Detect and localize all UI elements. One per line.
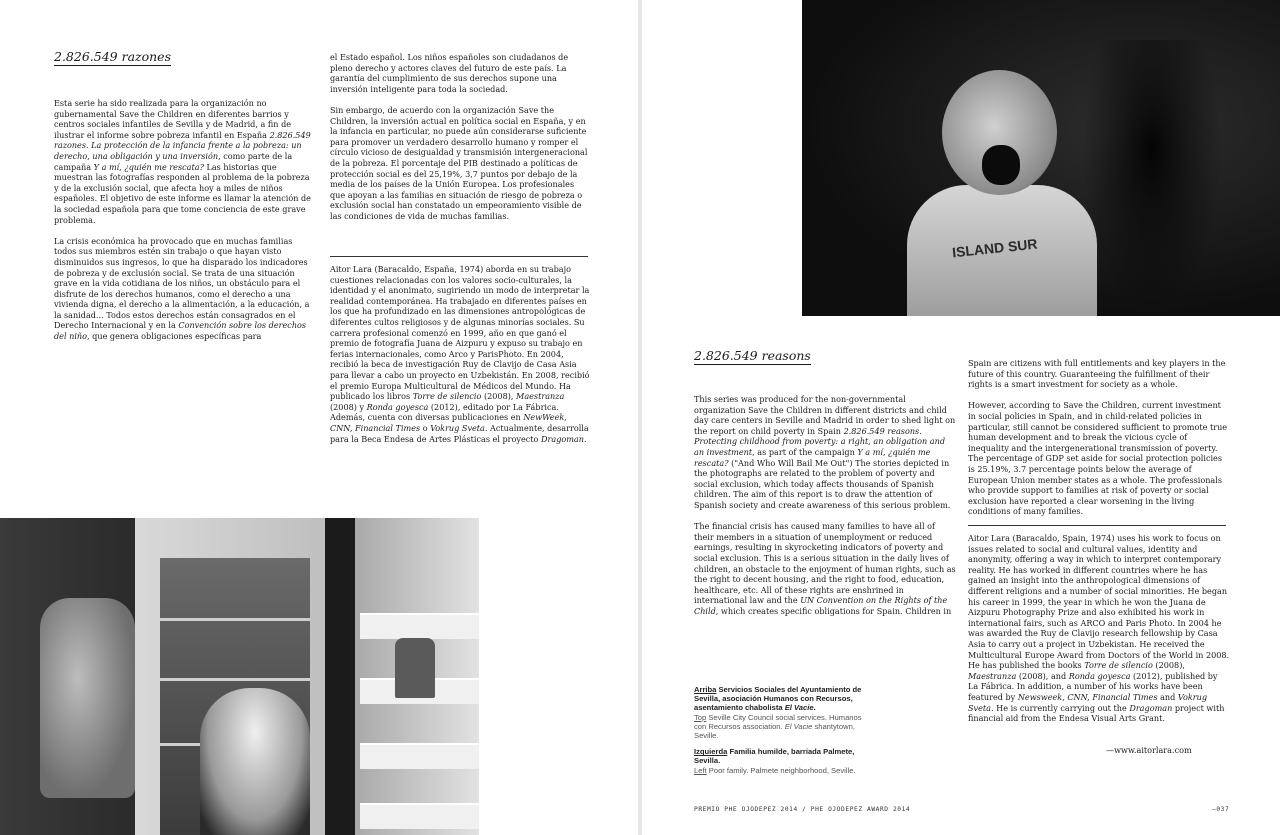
column-es-1 — [54, 98, 314, 342]
paragraph-es-rights: el Estado español. Los niños españoles son ciudadanos de pleno derecho y actores claves del futuro de este país. La garantía del cumplimiento de sus derechos supone una inversión inteligente para toda la sociedad. — [330, 52, 569, 94]
right-page — [642, 0, 1280, 835]
footer-award: PREMIO PHE OJODEPEZ 2014 / PHE OJODEPEZ AWARD 2014 — [694, 806, 911, 813]
paragraph-en-bio: Aitor Lara (Baracaldo, Spain, 1974) uses his work to focus on issues related to social and cultural values, identity and anonymity, offering a way in which to interpret contemporary reality. He has worked in different countries where he has gained an insight into the anthropological dimensions of different religions and a number of social minorities. He began his career in 1999, the year in which he won the Juana de Aizpuru Photography Prize and also exhibited his work in international fairs, such as ARCO and Paris Photo. In 2004 he was awarded the Ruy de Clavijo research fellowship by Casa Asia to carry out a project in Uzbekistan. He received the Multicultural Europe Award from Doctors of the World in 2008. He has published the books Torre de silencio (2008), Maestranza (2008), and Ronda goyesca (2012), published by La Fábrica. In addition, a number of his works have been featured by Newsweek, CNN, Financial Times and Vokrug Sveta. He is currently carrying out the Dragoman project with financial aid from the Endesa Visual Arts Grant. — [968, 533, 1230, 724]
paragraph-en-crisis: The financial crisis has caused many families to have all of their members in a situation of unemployment or reduced earnings, resulting in skyrocketing indicators of poverty and social exclusion. This is a serious situation in the daily lives of children, an obstacle to the enjoyment of human rights, such as the right to decent housing, and the right to food, education, healthcare, etc. All of these rights are enshrined in international law and the UN Convention on the Rights of the Child, which creates specific obligations for Spain. Children in — [694, 521, 956, 616]
heading-es: 2.826.549 razones — [54, 49, 171, 64]
bio-en — [968, 533, 1230, 724]
paragraph-es-crisis: La crisis económica ha provocado que en muchas familias todos sus miembros estén sin trabajo o que hayan visto disminuidos sus ingresos, lo que ha disparado los indicadores de pobreza y de exclusión social. Se trata de una situación grave en la vida cotidiana de los niños, un obstáculo para el disfrute de los derechos humanos, como el derecho a una vivienda digna, el derecho a la alimentación, a la educación, a la sanidad... Todos estos derechos están consagrados en el Derecho Internacional y en la Convención sobre los derechos del niño, que genera obligaciones específicas para — [54, 235, 310, 342]
column-en-1 — [694, 394, 956, 616]
left-page — [0, 0, 638, 835]
bio-divider-es — [330, 256, 588, 257]
caption-top: Arriba Servicios Sociales del Ayuntamiento de Sevilla, asociación Humanos con Recursos, asentamiento chabolista El Vacie. Top Seville City Council social services. Humanos con Recursos association. El Vacie shantytown, Seville. — [694, 685, 862, 741]
website-link[interactable]: —www.aitorlara.com — [1106, 745, 1192, 755]
caption-left: Izquierda Familia humilde, barriada Palmete, Sevilla. Left Poor family. Palmete neighborhood, Seville. — [694, 747, 856, 775]
column-en-2 — [968, 358, 1230, 517]
photo-fridge-child — [0, 518, 479, 835]
paragraph-en-intro: This series was produced for the non-governmental organization Save the Children in different districts and child day care centers in Seville and Madrid in order to shed light on the report on child poverty in Spain 2.826.549 reasons. Protecting childhood from poverty: a right, an obligation and an investment, as part of the campaign Y a mí, ¿quién me rescata? ("And Who Will Bail Me Out") The stories depicted in the photographs are related to the problem of poverty and social exclusion, which today affects thousands of Spanish children. The aim of this report is to draw the attention of Spanish society and create awareness of this serious problem. — [694, 394, 956, 510]
bio-divider-en — [968, 525, 1226, 526]
photo-boy-screaming — [802, 0, 1280, 316]
paragraph-en-rights: Spain are citizens with full entitlements and key players in the future of this country. Guaranteeing the fulfillment of their rights is a smart investment for society as a whole. — [968, 358, 1226, 390]
heading-en: 2.826.549 reasons — [694, 348, 811, 363]
paragraph-es-bio: Aitor Lara (Baracaldo, España, 1974) aborda en su trabajo cuestiones relacionadas con los valores socio-culturales, la identidad y el anonimato, sugiriendo un modo de interpretar la realidad contemporánea. Ha trabajado en diferentes países en los que ha profundizado en las dimensiones antropológicas de diferentes cultos religiosos y de algunas minorías sociales. Su carrera profesional comenzó en 1999, año en que ganó el premio de fotografía Juana de Aizpuru y expuso su trabajo en ferias internacionales, como Arco y ParisPhoto. En 2004, recibió la beca de investigación Ruy de Clavijo de Casa Asia para llevar a cabo un proyecto en Uzbekistán. En 2008, recibió el premio Europa Multicultural de Médicos del Mundo. Ha publicado los libros Torre de silencio (2008), Maestranza (2008) y Ronda goyesca (2012), editado por La Fábrica. Además, cuenta con diversas publicaciones en NewWeek, CNN, Financial Times o Vokrug Sveta. Actualmente, desarrolla para la Beca Endesa de Artes Plásticas el proyecto Dragoman. — [330, 264, 590, 444]
photo-captions — [694, 685, 869, 775]
shirt-text: ISLAND SUR — [951, 235, 1039, 261]
paragraph-es-intro: Esta serie ha sido realizada para la organización no gubernamental Save the Children en diferentes barrios y centros sociales infantiles de Sevilla y de Madrid, a fin de ilustrar el informe sobre pobreza infantil en España 2.826.549 razones. La protección de la infancia frente a la pobreza: un derecho, una obligación y una inversión, como parte de la campaña Y a mí, ¿quién me rescata? Las historias que muestran las fotografías responden al problema de la pobreza y de la exclusión social, que afecta hoy a miles de niños españoles. El objetivo de este informe es llamar la atención de la sociedad española para que tome conciencia de este grave problema. — [54, 98, 311, 225]
paragraph-en-investment: However, according to Save the Children, current investment in social policies in Spain, and in child-related policies in particular, still cannot be considered sufficient to promote true human development and to break the vicious cycle of inequality and the intergenerational transmission of poverty. The percentage of GDP set aside for social protection policies is 25.19%, 3.7 percentage points below the average of European Union member states as a whole. The professionals who provide support to families at risk of poverty or social exclusion have reported a clear worsening in the living conditions of many families. — [968, 400, 1228, 517]
paragraph-es-investment: Sin embargo, de acuerdo con la organización Save the Children, la inversión actual en política social en España, y en la infancia en particular, no puede aún considerarse suficiente para promover un verdadero desarrollo humano y romper el círculo vicioso de desigualdad y transmisión intergeneracional de la pobreza. El porcentaje del PIB destinado a políticas de protección social es del 25,19%, 3,7 puntos por debajo de la media de los países de la Unión Europea. Los profesionales que apoyan a las familias en situación de riesgo de pobreza o exclusión social han constatado un empeoramiento visible de las condiciones de vida de muchas familias. — [330, 104, 588, 221]
page-number: —037 — [1212, 806, 1230, 813]
column-es-2 — [330, 52, 590, 222]
bio-es — [330, 264, 590, 444]
